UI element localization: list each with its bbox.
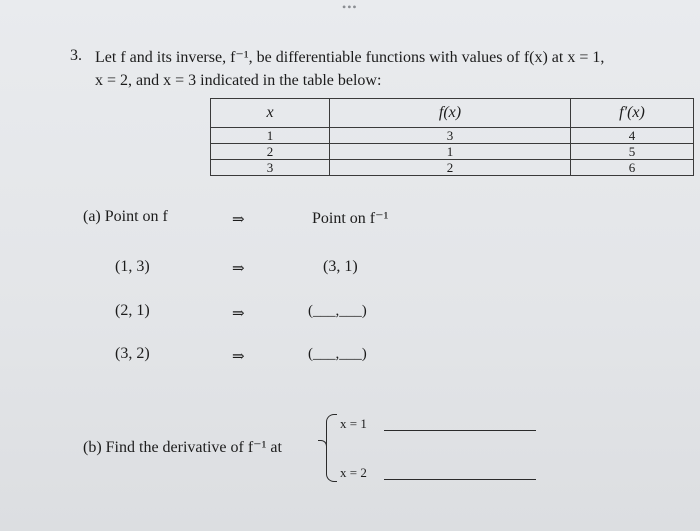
header-fprime-label: f′(x) [619,104,645,121]
curly-brace [326,414,337,482]
header-x-label: x [266,104,274,121]
point-on-f: (2, 1) [115,302,150,319]
header-fx [330,99,571,128]
table-row [211,144,694,160]
arrow-icon: ⇒ [232,349,245,365]
problem-text-line2: x = 2, and x = 3 indicated in the table below: [95,72,382,89]
point-on-f: (1, 3) [115,258,150,275]
cell-x: 3 [211,160,330,176]
table-header-row [211,99,694,128]
arrow-icon: ⇒ [232,261,245,277]
point-on-f-inverse: (3, 1) [323,258,358,275]
point-on-f: (3, 2) [115,345,150,362]
case-x1-label: x = 1 [340,416,367,431]
blank-point-answer[interactable]: (___,___) [308,303,367,319]
arrow-icon: ⇒ [232,212,245,228]
values-table [210,98,694,176]
problem-line1-text: Let f and its inverse, f⁻¹, be differentiable functions with values of f(x) at x = 1, [95,49,605,66]
part-b-prompt: (b) Find the derivative of f⁻¹ at [83,439,282,456]
part-a-left-header: (a) Point on f [83,208,168,225]
header-fprime [571,99,694,128]
problem-number: 3. [70,47,82,64]
cell-x: 1 [211,128,330,144]
answer-line-x2[interactable] [384,479,536,480]
table-row [211,160,694,176]
part-a-right-header: Point on f⁻¹ [312,210,389,227]
curly-brace-point [318,440,327,451]
cell-fx: 1 [330,144,571,160]
table-row [211,128,694,144]
header-x [211,99,330,128]
problem-text-line1 [95,47,604,67]
cell-fprime: 6 [571,160,694,176]
cell-fx: 3 [330,128,571,144]
arrow-icon: ⇒ [232,306,245,322]
cell-fprime: 4 [571,128,694,144]
cell-fx: 2 [330,160,571,176]
camera-indicator-dots: ••• [342,0,358,14]
case-x2-label: x = 2 [340,465,367,480]
cell-x: 2 [211,144,330,160]
header-fx-label: f(x) [438,104,462,121]
blank-point-answer[interactable]: (___,___) [308,346,367,362]
cell-fprime: 5 [571,144,694,160]
answer-line-x1[interactable] [384,430,536,431]
